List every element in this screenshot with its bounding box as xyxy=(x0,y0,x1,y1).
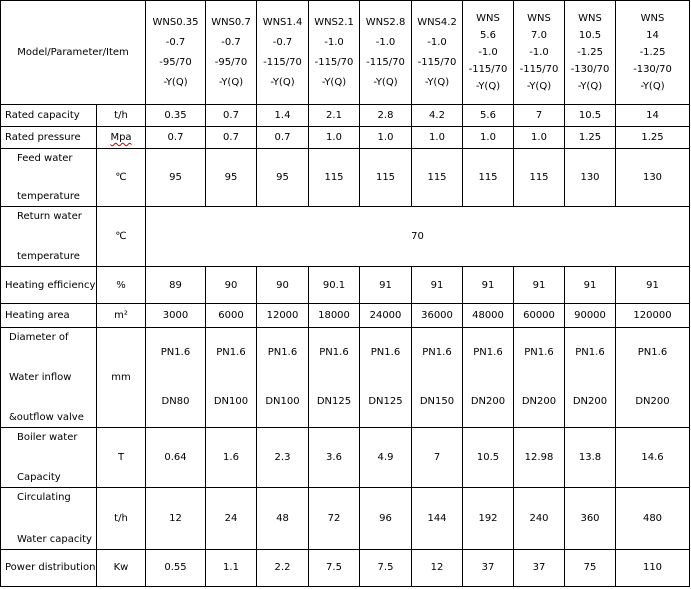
value-cell: 1.0 xyxy=(309,127,360,149)
value-cell: 6000 xyxy=(206,304,257,327)
model-header-cell xyxy=(257,1,309,105)
value-cell: 5.6 xyxy=(463,105,514,127)
value-cell: 14.6 xyxy=(616,427,690,487)
row-label xyxy=(1,149,97,207)
value-cell: 0.64 xyxy=(146,427,206,487)
row-label: Heating area xyxy=(1,304,97,327)
row-unit: % xyxy=(97,267,146,304)
value-cell: 2.8 xyxy=(360,105,412,127)
model-header-line: -Y(Q) xyxy=(577,81,603,93)
header-title: Model/Parameter/Item xyxy=(1,1,146,105)
value-cell: 37 xyxy=(514,549,565,586)
value-cell xyxy=(309,327,360,427)
value-cell: 115 xyxy=(360,149,412,207)
model-header-cell xyxy=(463,1,514,105)
value-line: DN200 xyxy=(572,396,608,408)
value-line: DN200 xyxy=(521,396,557,408)
model-header-cell xyxy=(309,1,360,105)
model-header-line: -115/70 xyxy=(519,64,559,76)
value-cell xyxy=(616,327,690,427)
value-cell: 91 xyxy=(616,267,690,304)
model-header-line: -Y(Q) xyxy=(218,77,244,89)
value-line: PN1.6 xyxy=(637,346,668,358)
value-cell: 2.3 xyxy=(257,427,309,487)
row-unit: Kw xyxy=(97,549,146,586)
value-cell: 7 xyxy=(412,427,463,487)
value-cell xyxy=(514,327,565,427)
value-line: DN100 xyxy=(265,396,300,408)
model-header-line: -115/70 xyxy=(263,57,302,69)
value-cell: 0.7 xyxy=(206,127,257,149)
value-cell: 1.0 xyxy=(514,127,565,149)
row-label-line: temperature xyxy=(17,191,80,203)
value-cell: 13.8 xyxy=(565,427,616,487)
model-header-line: -Y(Q) xyxy=(424,77,450,89)
value-line: PN1.6 xyxy=(473,346,503,358)
row-unit-text: Mpa xyxy=(110,132,132,144)
row-label: Rated capacity xyxy=(1,105,97,127)
model-header-line: -115/70 xyxy=(468,64,508,76)
model-header-line: -1.25 xyxy=(639,47,666,59)
model-header-line: -Y(Q) xyxy=(640,81,665,93)
row-unit: ℃ xyxy=(97,207,146,267)
row-label xyxy=(1,207,97,267)
value-line: PN1.6 xyxy=(575,346,605,358)
value-cell: 4.9 xyxy=(360,427,412,487)
value-cell: 91 xyxy=(360,267,412,304)
value-cell: 1.25 xyxy=(565,127,616,149)
value-line: PN1.6 xyxy=(422,346,452,358)
model-header-line: WNS xyxy=(640,13,665,25)
model-header-cell xyxy=(565,1,616,105)
value-line: PN1.6 xyxy=(216,346,246,358)
value-cell xyxy=(360,327,412,427)
value-cell: 90000 xyxy=(565,304,616,327)
value-cell: 1.0 xyxy=(412,127,463,149)
value-cell: 91 xyxy=(514,267,565,304)
value-cell: 36000 xyxy=(412,304,463,327)
value-cell: 91 xyxy=(412,267,463,304)
value-cell: 2.1 xyxy=(309,105,360,127)
value-cell: 0.7 xyxy=(146,127,206,149)
row-label-line: Feed water xyxy=(17,153,73,165)
model-header-line: WNS0.35 xyxy=(152,17,199,29)
value-cell: 110 xyxy=(616,549,690,586)
value-cell: 3.6 xyxy=(309,427,360,487)
model-header-line: -130/70 xyxy=(570,64,610,76)
model-header-line: -Y(Q) xyxy=(475,81,501,93)
value-cell: 120000 xyxy=(616,304,690,327)
return-water-value: 70 xyxy=(146,207,690,267)
value-cell: 1.1 xyxy=(206,549,257,586)
value-cell: 89 xyxy=(146,267,206,304)
row-label-line: Return water xyxy=(17,211,82,223)
value-cell: 48000 xyxy=(463,304,514,327)
value-cell: 192 xyxy=(463,487,514,549)
value-cell: 37 xyxy=(463,549,514,586)
model-header-line: -Y(Q) xyxy=(373,77,398,89)
model-header-line: -0.7 xyxy=(272,37,293,49)
model-header-line: -0.7 xyxy=(165,37,186,49)
row-label-line: Water capacity xyxy=(17,533,92,545)
value-cell: 12 xyxy=(146,487,206,549)
row-label: Power distribution xyxy=(1,549,97,586)
value-cell: 24 xyxy=(206,487,257,549)
value-line: DN150 xyxy=(419,396,455,408)
row-unit: m² xyxy=(97,304,146,327)
model-header-line: WNS0.7 xyxy=(211,17,251,29)
model-header-line: -115/70 xyxy=(314,57,354,69)
row-unit: t/h xyxy=(97,105,146,127)
model-header-cell xyxy=(206,1,257,105)
model-header-line: -Y(Q) xyxy=(321,77,347,89)
model-header-line: -1.0 xyxy=(427,37,447,49)
value-cell: 130 xyxy=(565,149,616,207)
row-label-line: Water inflow xyxy=(9,371,72,383)
value-line: PN1.6 xyxy=(524,346,554,358)
value-cell: 3000 xyxy=(146,304,206,327)
value-line: DN125 xyxy=(368,396,403,408)
value-cell: 144 xyxy=(412,487,463,549)
value-cell: 0.7 xyxy=(257,127,309,149)
value-cell: 90 xyxy=(206,267,257,304)
value-cell: 91 xyxy=(463,267,514,304)
value-cell: 95 xyxy=(146,149,206,207)
value-cell: 4.2 xyxy=(412,105,463,127)
value-cell: 95 xyxy=(206,149,257,207)
row-label-line: Boiler water xyxy=(17,431,78,443)
row-label xyxy=(1,427,97,487)
value-line: DN125 xyxy=(316,396,352,408)
model-header-line: WNS1.4 xyxy=(262,17,303,29)
value-cell: 115 xyxy=(309,149,360,207)
model-header-line: -0.7 xyxy=(221,37,241,49)
value-cell: 90 xyxy=(257,267,309,304)
model-header-line: -95/70 xyxy=(214,57,248,69)
value-cell xyxy=(565,327,616,427)
model-header-line: WNS2.1 xyxy=(314,17,354,29)
value-line: PN1.6 xyxy=(267,346,298,358)
value-cell: 7.5 xyxy=(360,549,412,586)
value-cell: 480 xyxy=(616,487,690,549)
model-header-line: -115/70 xyxy=(366,57,405,69)
value-cell: 24000 xyxy=(360,304,412,327)
model-header-cell xyxy=(412,1,463,105)
model-header-cell xyxy=(360,1,412,105)
value-cell: 90.1 xyxy=(309,267,360,304)
value-cell: 130 xyxy=(616,149,690,207)
value-cell xyxy=(257,327,309,427)
model-header-cell xyxy=(146,1,206,105)
value-line: PN1.6 xyxy=(160,346,191,358)
model-header-line: -1.0 xyxy=(478,47,498,59)
row-label-line: Circulating xyxy=(17,491,71,503)
value-cell: 12000 xyxy=(257,304,309,327)
value-line: DN200 xyxy=(635,396,670,408)
value-cell: 95 xyxy=(257,149,309,207)
value-cell xyxy=(146,327,206,427)
value-line: DN100 xyxy=(213,396,249,408)
model-header-line: WNS xyxy=(527,13,551,25)
row-unit xyxy=(97,127,146,149)
model-header-line: WNS xyxy=(578,13,602,25)
value-cell: 1.4 xyxy=(257,105,309,127)
row-label-line: Diameter of xyxy=(9,331,69,343)
value-cell: 240 xyxy=(514,487,565,549)
value-line: PN1.6 xyxy=(319,346,349,358)
model-header-line: WNS2.8 xyxy=(365,17,406,29)
value-cell: 96 xyxy=(360,487,412,549)
value-cell: 10.5 xyxy=(463,427,514,487)
model-header-line: 14 xyxy=(646,30,659,42)
model-header-line: -Y(Q) xyxy=(270,77,295,89)
value-cell: 0.55 xyxy=(146,549,206,586)
value-cell: 12 xyxy=(412,549,463,586)
value-cell: 60000 xyxy=(514,304,565,327)
row-label-line: Capacity xyxy=(17,471,61,483)
value-cell: 1.0 xyxy=(463,127,514,149)
value-cell xyxy=(206,327,257,427)
value-cell: 360 xyxy=(565,487,616,549)
model-header-line: -115/70 xyxy=(417,57,457,69)
value-cell: 7.5 xyxy=(309,549,360,586)
value-cell: 14 xyxy=(616,105,690,127)
row-label xyxy=(1,327,97,427)
value-cell: 12.98 xyxy=(514,427,565,487)
model-header-line: WNS xyxy=(476,13,500,25)
row-label xyxy=(1,487,97,549)
model-header-line: -95/70 xyxy=(159,57,192,69)
value-cell: 1.6 xyxy=(206,427,257,487)
row-unit: mm xyxy=(97,327,146,427)
value-cell: 115 xyxy=(514,149,565,207)
model-header-line: -1.0 xyxy=(529,47,549,59)
row-unit: T xyxy=(97,427,146,487)
model-header-line: -1.0 xyxy=(375,37,396,49)
value-cell xyxy=(412,327,463,427)
model-header-line: -1.0 xyxy=(324,37,344,49)
value-line: DN80 xyxy=(161,396,190,408)
model-header-cell xyxy=(514,1,565,105)
value-cell: 10.5 xyxy=(565,105,616,127)
value-cell: 7 xyxy=(514,105,565,127)
row-label-line: temperature xyxy=(17,251,80,263)
model-header-line: -Y(Q) xyxy=(163,77,188,89)
model-header-cell xyxy=(616,1,690,105)
model-header-line: -Y(Q) xyxy=(526,81,552,93)
value-line: DN200 xyxy=(470,396,506,408)
value-cell: 91 xyxy=(565,267,616,304)
row-label: Heating efficiency xyxy=(1,267,97,304)
value-cell: 1.25 xyxy=(616,127,690,149)
model-header-line: -1.25 xyxy=(577,47,603,59)
value-cell: 1.0 xyxy=(360,127,412,149)
row-label-line: &outflow valve xyxy=(9,411,84,423)
value-cell: 0.35 xyxy=(146,105,206,127)
value-cell: 48 xyxy=(257,487,309,549)
value-cell: 2.2 xyxy=(257,549,309,586)
model-header-line: 5.6 xyxy=(480,30,496,42)
model-header-line: WNS4.2 xyxy=(417,17,457,29)
value-cell: 0.7 xyxy=(206,105,257,127)
value-cell xyxy=(463,327,514,427)
row-unit: ℃ xyxy=(97,149,146,207)
row-unit: t/h xyxy=(97,487,146,549)
value-cell: 115 xyxy=(463,149,514,207)
value-cell: 18000 xyxy=(309,304,360,327)
row-label: Rated pressure xyxy=(1,127,97,149)
value-line: PN1.6 xyxy=(370,346,401,358)
model-header-line: 7.0 xyxy=(531,30,547,42)
model-header-line: -130/70 xyxy=(633,64,672,76)
model-header-line: 10.5 xyxy=(578,30,602,42)
value-cell: 75 xyxy=(565,549,616,586)
value-cell: 115 xyxy=(412,149,463,207)
value-cell: 72 xyxy=(309,487,360,549)
